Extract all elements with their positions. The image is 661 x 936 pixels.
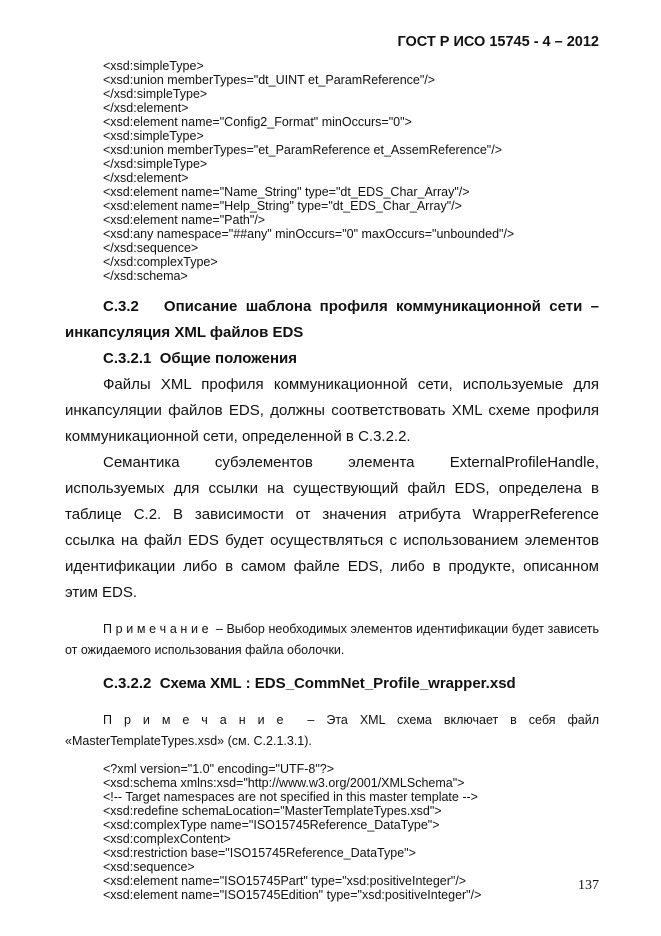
code-line: <xsd:sequence> (103, 860, 195, 874)
xml-code-block-bottom (103, 762, 599, 902)
section-heading-c32: С.3.2 Описание шаблона профиля коммуникационной сети – инкапсуляция XML файлов EDS (65, 298, 599, 341)
code-line: <xsd:union memberTypes="et_ParamReference et_AssemReference"/> (103, 143, 503, 157)
subsection-heading-c321: С.3.2.1 Общие положения (103, 350, 297, 367)
code-line: <xsd:element name="ISO15745Part" type="xsd:positiveInteger"/> (103, 874, 467, 888)
code-line: <?xml version="1.0" encoding="UTF-8"?> (103, 762, 335, 776)
code-line: <xsd:complexContent> (103, 832, 231, 846)
code-line: <xsd:complexType name="ISO15745Reference_DataType"> (103, 818, 440, 832)
code-line: </xsd:simpleType> (103, 157, 208, 171)
code-line: </xsd:complexType> (103, 255, 218, 269)
code-line: </xsd:sequence> (103, 241, 199, 255)
note-1: П р и м е ч а н и е – Выбор необходимых элементов идентификации будет зависеть от ожидаемого использования файла оболочки. (65, 622, 599, 657)
code-line: </xsd:element> (103, 171, 189, 185)
body-paragraph-1: Файлы XML профиля коммуникационной сети, используемые для инкапсуляции файлов EDS, должны соответствовать XML схеме профиля коммуникационной сети, определенной в С.3.2.2. (65, 376, 599, 445)
code-line: <xsd:union memberTypes="dt_UINT et_ParamReference"/> (103, 73, 436, 87)
code-line: <xsd:element name="ISO15745Edition" type="xsd:positiveInteger"/> (103, 888, 482, 902)
code-line: <xsd:any namespace="##any" minOccurs="0" maxOccurs="unbounded"/> (103, 227, 515, 241)
code-line: <xsd:restriction base="ISO15745Reference_DataType"> (103, 846, 416, 860)
code-line: <xsd:element name="Path"/> (103, 213, 266, 227)
code-line: </xsd:element> (103, 101, 189, 115)
body-paragraph-2: Семантика субэлементов элемента ExternalProfileHandle, используемых для ссылки на существующий файл EDS, определена в таблице С.2. В зависимости от значения атрибута WrapperReference ссылка на файл EDS будет осуществляться с использованием элементов идентификации либо в самом файле EDS, либо в продукте, описанном этим EDS. (65, 454, 599, 601)
code-line: <xsd:schema xmlns:xsd="http://www.w3.org/2001/XMLSchema"> (103, 776, 465, 790)
code-line: <xsd:simpleType> (103, 129, 204, 143)
document-header: ГОСТ Р ИСО 15745 - 4 – 2012 (397, 34, 599, 50)
xml-code-block-top (103, 59, 599, 283)
subsection-heading-c322: С.3.2.2 Схема XML : EDS_CommNet_Profile_wrapper.xsd (103, 675, 516, 692)
code-line: <xsd:redefine schemaLocation="MasterTemplateTypes.xsd"> (103, 804, 442, 818)
note-2: П р и м е ч а н и е – Эта XML схема включает в себя файл «MasterTemplateTypes.xsd» (см. С.2.1.3.1). (65, 713, 599, 748)
code-line: </xsd:schema> (103, 269, 188, 283)
code-line: </xsd:simpleType> (103, 87, 208, 101)
code-line: <xsd:element name="Name_String" type="dt_EDS_Char_Array"/> (103, 185, 470, 199)
code-line: <xsd:simpleType> (103, 59, 204, 73)
code-line: <xsd:element name="Help_String" type="dt_EDS_Char_Array"/> (103, 199, 462, 213)
code-line: <!-- Target namespaces are not specified in this master template --> (103, 790, 478, 804)
code-line: <xsd:element name="Config2_Format" minOccurs="0"> (103, 115, 412, 129)
page-number: 137 (578, 878, 599, 893)
